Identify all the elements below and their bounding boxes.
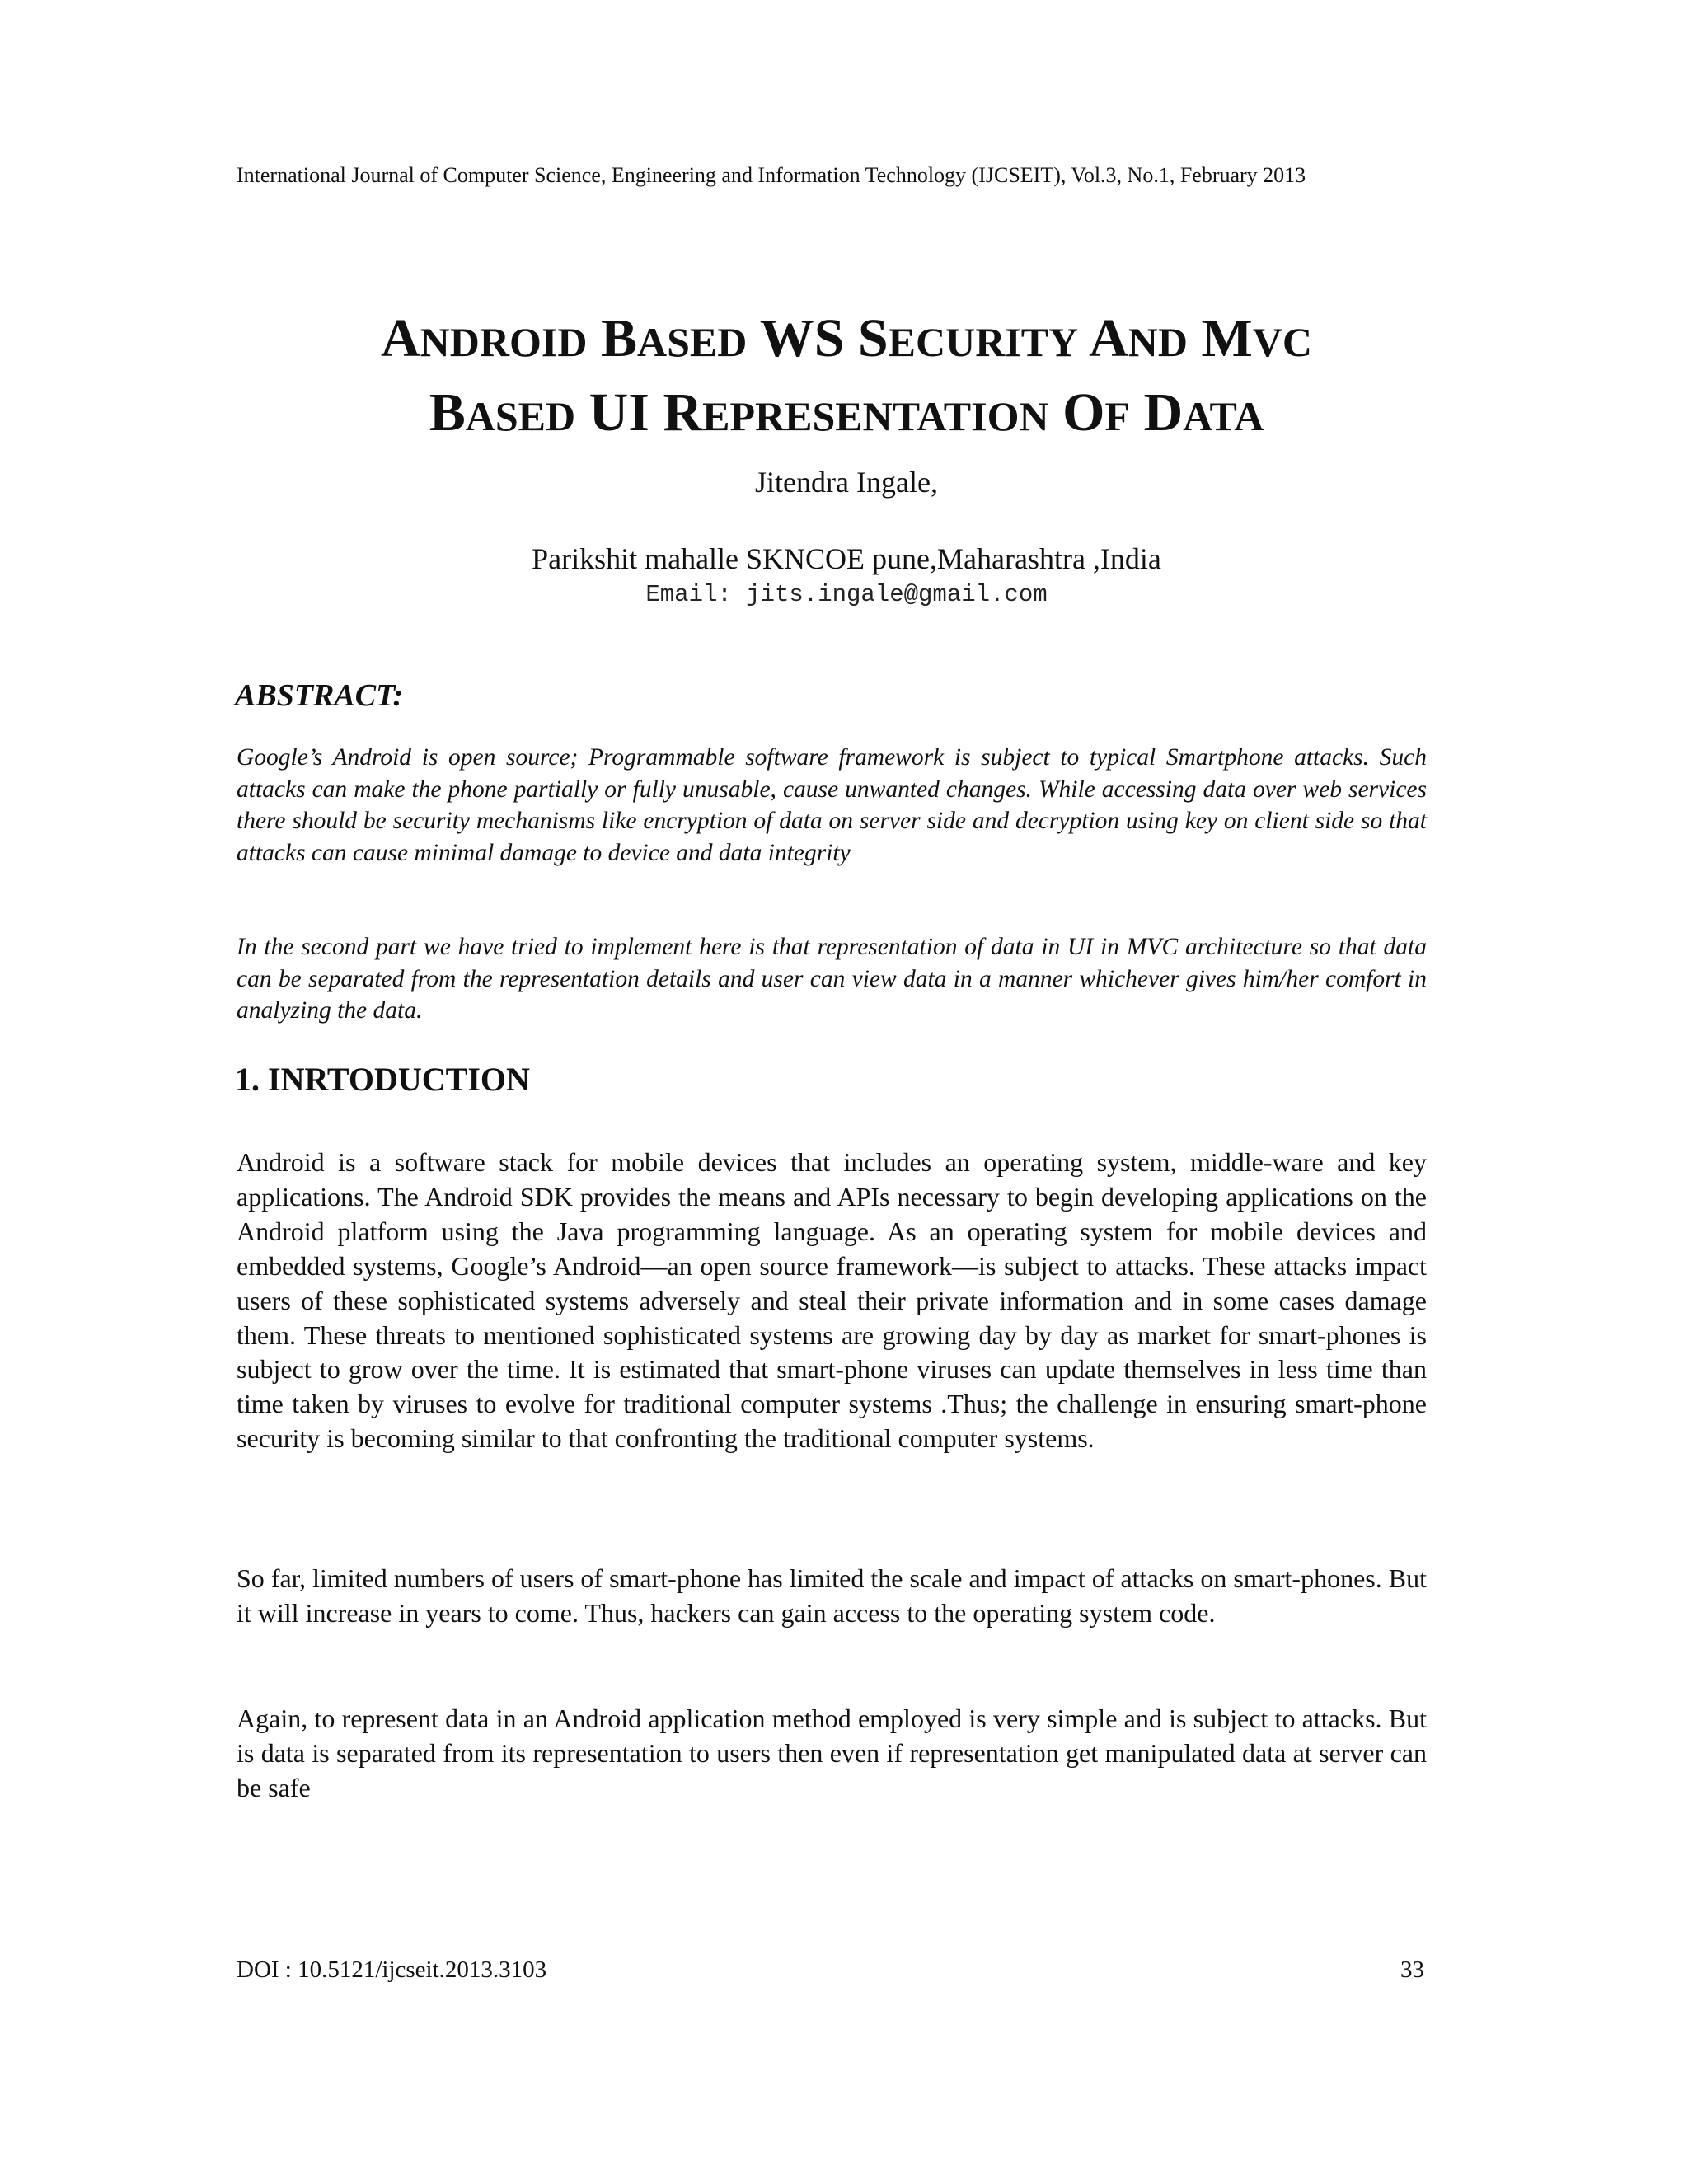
title-word: S [857, 308, 889, 368]
title-word: ECURITY [888, 319, 1079, 365]
author-affiliation: Parikshit mahalle SKNCOE pune,Maharashtra ,India [532, 542, 1161, 575]
title-word: M [1201, 308, 1253, 368]
title-word: ATA [1183, 393, 1264, 439]
title-word: B [429, 382, 466, 443]
title-word: D [1143, 382, 1184, 443]
title-word: F [1104, 393, 1130, 439]
author-name: Jitendra Ingale, [755, 466, 938, 499]
abstract-paragraph-1: Google’s Android is open source; Programmable software framework is subject to typical Smartphone attacks. Such attacks can make the phone partially or fully unusable, cause unwanted changes. While accessing data over web services there should be security mechanisms like encryption of data on server side and decryption using key on client side so that attacks can cause minimal damage to device and data integrity [237, 744, 1427, 866]
title-word: R [663, 382, 703, 443]
title-word: WS [759, 308, 845, 368]
title-word: O [1062, 382, 1105, 443]
title-word: EPRESENTATION [702, 393, 1049, 439]
title-line-1 [237, 303, 1456, 377]
title-line-2 [237, 377, 1456, 452]
title-word: A [381, 308, 420, 368]
title-word: ASED [637, 319, 748, 365]
intro-paragraph-3: Again, to represent data in an Android application method employed is very simple and is subject to attacks. But is data is separated from its representation to users then even if representation get manipulated data at server can be safe [237, 1704, 1427, 1802]
page-number: 33 [1400, 1957, 1424, 1983]
title-word: ND [1128, 319, 1188, 365]
running-header: International Journal of Computer Science, Engineering and Information Technology (IJCSEIT), Vol.3, No.1, February 2013 [237, 163, 1306, 187]
title-word: A [1089, 308, 1128, 368]
intro-paragraph-2: So far, limited numbers of users of smart-phone has limited the scale and impact of attacks on smart-phones. But it will increase in years to come. Thus, hackers can gain access to the operating system code. [237, 1563, 1427, 1628]
abstract-paragraph-2: In the second part we have tried to implement here is that representation of data in UI in MVC architecture so that data can be separated from the representation details and user can view data in a manner whichever gives him/her comfort in analyzing the data. [237, 934, 1427, 1024]
title-word: NDROID [420, 319, 588, 365]
intro-paragraph-1: Android is a software stack for mobile devices that includes an operating system, middle-ware and key applications. The Android SDK provides the means and APIs necessary to begin developing applications on the Android platform using the Java programming language. As an operating system for mobile devices and embedded systems, Google’s Android—an open source framework—is subject to attacks. These attacks impact users of these sophisticated systems adversely and steal their private information and in some cases damage them. These threats to mentioned sophisticated systems are growing day by day as market for smart-phones is subject to grow over the time. It is estimated that smart-phone viruses can update themselves in less time than time taken by viruses to evolve for traditional computer systems .Thus; the challenge in ensuring smart-phone security is becoming similar to that confronting the traditional computer systems. [237, 1147, 1427, 1454]
title-word: UI [588, 382, 649, 443]
doi-footer: DOI : 10.5121/ijcseit.2013.3103 [237, 1957, 547, 1983]
title-word: B [600, 308, 637, 368]
title-word: ASED [465, 393, 576, 439]
abstract-heading: ABSTRACT: [235, 678, 404, 713]
author-email: Email: jits.ingale@gmail.com [645, 581, 1048, 608]
paper-title [237, 303, 1456, 452]
section-heading-introduction: 1. INRTODUCTION [235, 1061, 530, 1098]
title-word: VC [1252, 319, 1312, 365]
